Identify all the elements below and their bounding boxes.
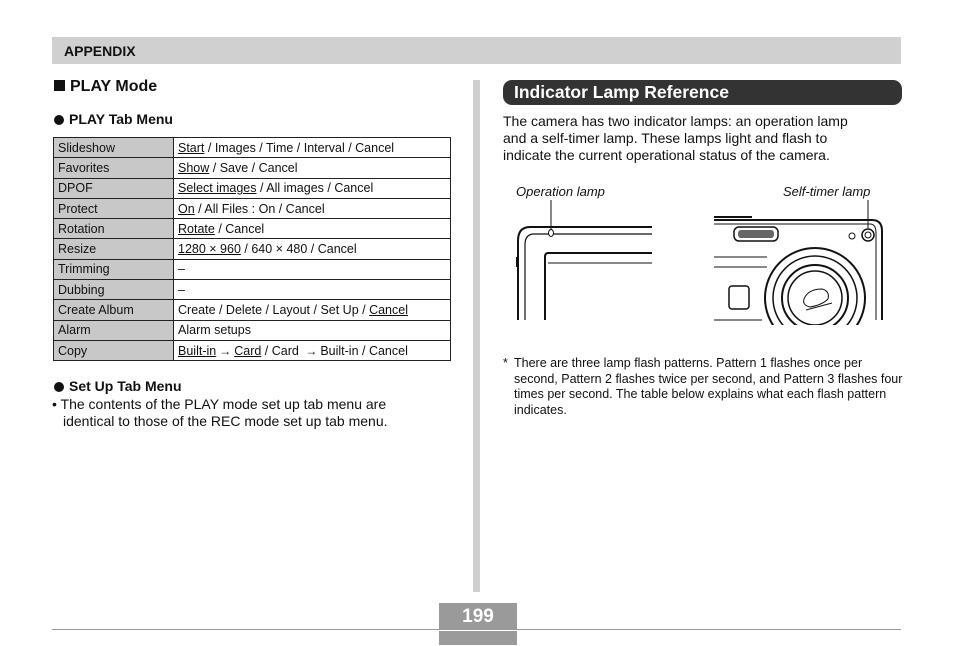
default-option: 1280 × 960 [178, 242, 241, 257]
table-row [54, 340, 451, 360]
option-text: / Card [261, 343, 303, 358]
play-tab-title [54, 111, 173, 127]
menu-item-options [174, 259, 451, 279]
table-row [54, 219, 451, 239]
option-text: / Save / Cancel [209, 160, 298, 175]
camera-back-illustration [512, 195, 657, 325]
default-option: Select images [178, 181, 257, 196]
menu-item-name: Favorites [54, 158, 174, 178]
menu-item-options [174, 340, 451, 360]
menu-item-name: Resize [54, 239, 174, 259]
table-row [54, 178, 451, 198]
option-text: / All images / Cancel [256, 181, 374, 196]
default-option: Cancel [369, 303, 408, 318]
camera-front-illustration [712, 195, 887, 325]
menu-item-name: DPOF [54, 178, 174, 198]
setup-text-line-1: • The contents of the PLAY mode set up tab menu are [52, 396, 387, 412]
menu-item-options [174, 178, 451, 198]
circle-bullet-icon [54, 115, 64, 125]
menu-item-options [174, 219, 451, 239]
arrow-right-icon: → [305, 343, 318, 358]
menu-item-options [174, 320, 451, 340]
menu-item-name: Copy [54, 340, 174, 360]
column-divider [473, 80, 480, 592]
indicator-lamp-title-bar [503, 80, 902, 105]
setup-text-line-2: identical to those of the REC mode set up tab menu. [63, 413, 388, 429]
table-row [54, 280, 451, 300]
default-option: Show [178, 160, 210, 175]
flash-pattern-footnote [503, 356, 903, 418]
menu-item-name: Trimming [54, 259, 174, 279]
intro-line-3: indicate the current operational status of the camera. [503, 147, 830, 163]
footnote-asterisk: * [503, 356, 508, 370]
menu-item-options [174, 158, 451, 178]
intro-line-1: The camera has two indicator lamps: an operation lamp [503, 113, 848, 129]
menu-item-name: Alarm [54, 320, 174, 340]
menu-item-options [174, 239, 451, 259]
table-row [54, 239, 451, 259]
table-row [54, 158, 451, 178]
option-text: Alarm setups [178, 323, 251, 338]
menu-item-name: Slideshow [54, 138, 174, 158]
arrow-right-icon: → [219, 343, 232, 358]
option-text: / 640 × 480 / Cancel [240, 242, 357, 257]
self-timer-lamp-label: Self-timer lamp [783, 184, 871, 199]
option-text: / Images / Time / Interval / Cancel [204, 140, 395, 155]
section-title-text: PLAY Mode [70, 78, 158, 95]
menu-item-options [174, 198, 451, 218]
intro-paragraph [503, 113, 848, 164]
intro-line-2: and a self-timer lamp. These lamps light and flash to [503, 130, 828, 146]
square-bullet-icon [54, 80, 65, 91]
default-option: Rotate [178, 221, 215, 236]
table-row [54, 300, 451, 320]
setup-tab-text [52, 396, 388, 430]
setup-tab-title [54, 378, 182, 394]
page-number-badge [439, 603, 517, 645]
play-tab-title-text: PLAY Tab Menu [69, 111, 173, 127]
default-option: Card [234, 343, 262, 358]
footnote-text: There are three lamp flash patterns. Pattern 1 flashes once per second, Pattern 2 flashes twice per second, and Pattern 3 flashes four times per second. The table below explains what each flash pattern indicates. [514, 356, 903, 417]
operation-lamp-label: Operation lamp [516, 184, 605, 199]
menu-item-options [174, 280, 451, 300]
menu-item-options [174, 300, 451, 320]
option-text: – [178, 262, 185, 277]
menu-item-name: Rotation [54, 219, 174, 239]
play-tab-menu-table [53, 137, 451, 361]
default-option: On [178, 201, 195, 216]
option-text: – [178, 282, 185, 297]
table-row [54, 198, 451, 218]
setup-tab-title-text: Set Up Tab Menu [69, 378, 182, 394]
menu-item-name: Protect [54, 198, 174, 218]
menu-item-name: Create Album [54, 300, 174, 320]
default-option: Built-in [178, 343, 217, 358]
circle-bullet-icon [54, 382, 64, 392]
table-row [54, 259, 451, 279]
indicator-lamp-title: Indicator Lamp Reference [514, 82, 729, 102]
header-bar [52, 37, 901, 64]
option-text: Create / Delete / Layout / Set Up / [178, 303, 370, 318]
menu-item-options [174, 138, 451, 158]
menu-item-name: Dubbing [54, 280, 174, 300]
table-row [54, 138, 451, 158]
section-title [54, 78, 157, 96]
option-text: / All Files : On / Cancel [194, 201, 325, 216]
default-option: Start [178, 140, 205, 155]
header-label: APPENDIX [64, 43, 136, 59]
table-row [54, 320, 451, 340]
option-text: / Cancel [214, 221, 265, 236]
page-number: 199 [462, 606, 494, 627]
option-text: Built-in / Cancel [320, 343, 408, 358]
